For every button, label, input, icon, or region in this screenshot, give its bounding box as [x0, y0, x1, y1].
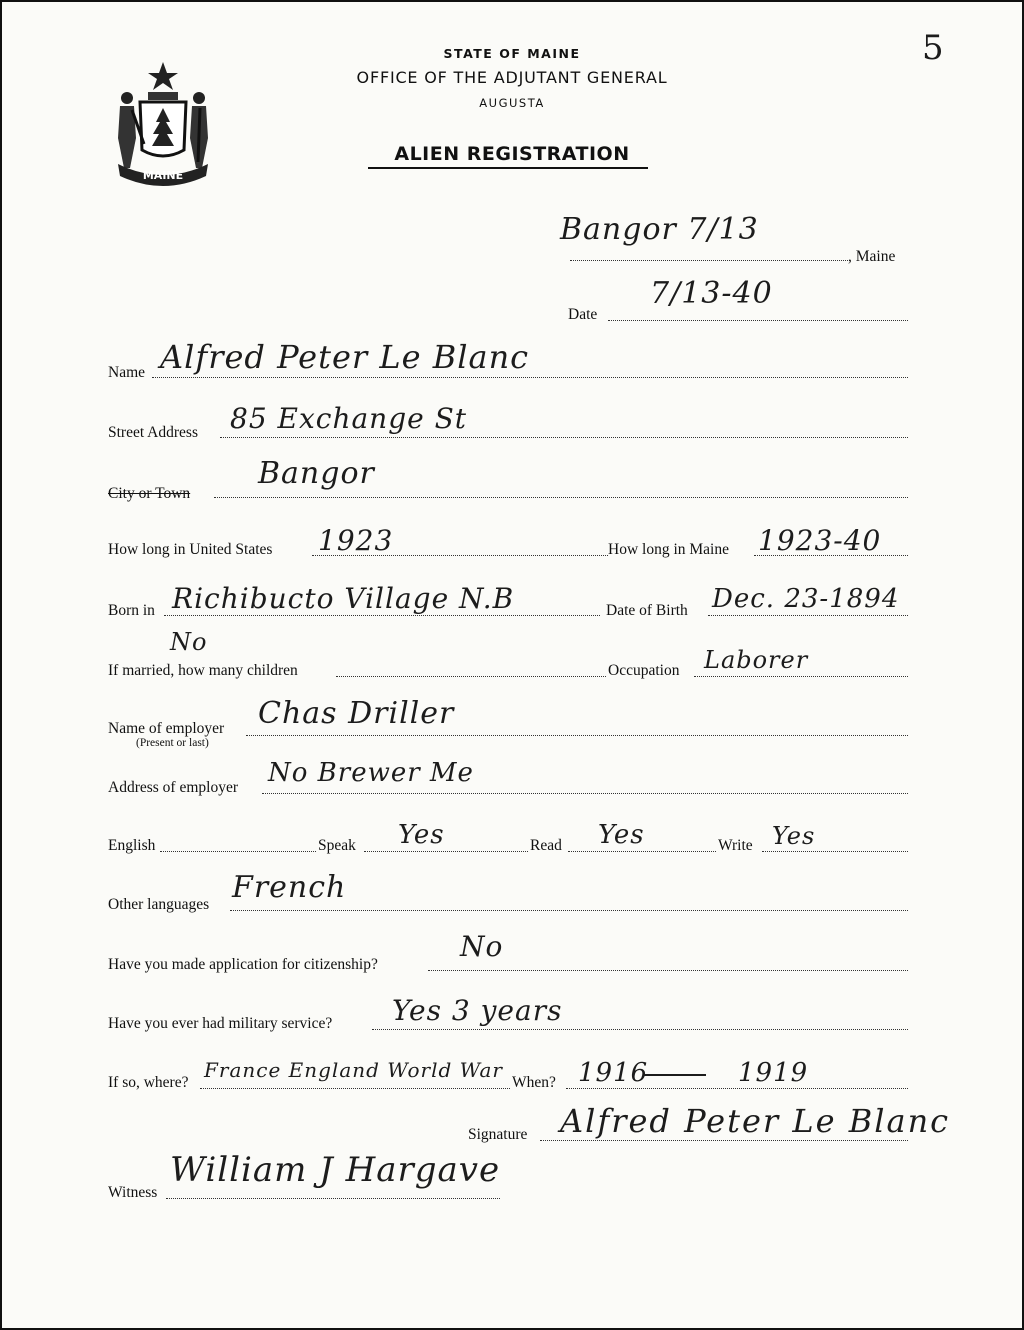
citizenship-value: No [460, 930, 504, 963]
occupation-line [694, 676, 908, 677]
place-line [570, 260, 848, 261]
date-line [608, 320, 908, 321]
when-label: When? [512, 1074, 556, 1091]
when-dash [644, 1074, 706, 1076]
city-line [214, 497, 908, 498]
other-lang-value: French [232, 870, 347, 905]
name-label: Name [108, 364, 146, 381]
born-label: Born in [108, 602, 155, 619]
write-label: Write [718, 837, 753, 854]
header-office: OFFICE OF THE ADJUTANT GENERAL [356, 68, 668, 87]
military-line [372, 1029, 908, 1030]
form-title: ALIEN REGISTRATION [394, 143, 630, 165]
citizenship-label: Have you made application for citizenship? [108, 956, 378, 973]
title-underline [368, 167, 648, 169]
write-value: Yes [772, 822, 816, 850]
seal-text: MAINE [142, 169, 184, 182]
street-value: 85 Exchange St [230, 402, 468, 435]
header-state: STATE OF MAINE [443, 46, 581, 61]
english-line [160, 851, 316, 852]
us-stay-label: How long in United States [108, 541, 273, 558]
witness-value: William J Hargave [170, 1150, 501, 1190]
other-lang-label: Other languages [108, 896, 210, 913]
employer-sublabel: (Present or last) [136, 737, 209, 749]
signature-value: Alfred Peter Le Blanc [560, 1102, 951, 1140]
where-label: If so, where? [108, 1074, 189, 1091]
maine-stay-value: 1923-40 [758, 524, 882, 557]
where-line [200, 1088, 510, 1089]
military-value: Yes 3 years [392, 994, 563, 1027]
place-value: Bangor 7/13 [560, 212, 759, 247]
name-value: Alfred Peter Le Blanc [160, 338, 530, 376]
occupation-value: Laborer [704, 646, 809, 674]
when-to-value: 1919 [738, 1058, 809, 1088]
born-line [164, 615, 600, 616]
read-value: Yes [598, 820, 645, 850]
speak-value: Yes [398, 820, 445, 850]
employer-label: Name of employer [108, 720, 225, 737]
children-value: No [170, 628, 208, 656]
city-label-text: City or Town [108, 485, 191, 502]
dob-value: Dec. 23-1894 [712, 584, 900, 614]
when-line [566, 1088, 908, 1089]
born-value: Richibucto Village N.B [172, 582, 515, 615]
signature-label: Signature [468, 1126, 528, 1143]
write-line [762, 851, 908, 852]
employer-addr-line [262, 793, 908, 794]
maine-stay-label: How long in Maine [608, 541, 729, 558]
street-label: Street Address [108, 424, 198, 441]
employer-addr-value: No Brewer Me [268, 758, 474, 788]
signature-line [540, 1140, 908, 1141]
occupation-label: Occupation [608, 662, 680, 679]
witness-line [166, 1198, 500, 1199]
city-value: Bangor [258, 456, 375, 491]
military-label: Have you ever had military service? [108, 1015, 333, 1032]
dob-line [708, 615, 908, 616]
employer-value: Chas Driller [258, 696, 455, 731]
employer-line [246, 735, 908, 736]
read-line [568, 851, 716, 852]
date-value: 7/13-40 [650, 276, 773, 311]
read-label: Read [530, 837, 562, 854]
children-line [336, 676, 606, 677]
city-label [108, 485, 190, 503]
street-line [220, 437, 908, 438]
speak-label: Speak [318, 837, 356, 854]
where-value: France England World War [204, 1058, 503, 1082]
other-lang-line [230, 910, 908, 911]
maine-suffix: , Maine [848, 248, 896, 265]
name-line [152, 377, 908, 378]
dob-label: Date of Birth [606, 602, 688, 619]
page-number: 5 [922, 28, 945, 68]
header-city: AUGUSTA [479, 96, 545, 110]
employer-addr-label: Address of employer [108, 779, 238, 796]
speak-line [364, 851, 528, 852]
citizenship-line [428, 970, 908, 971]
english-label: English [108, 837, 156, 854]
date-label: Date [568, 306, 598, 323]
when-from-value: 1916 [578, 1058, 649, 1088]
witness-label: Witness [108, 1184, 158, 1201]
children-label: If married, how many children [108, 662, 298, 679]
us-stay-value: 1923 [318, 524, 394, 557]
